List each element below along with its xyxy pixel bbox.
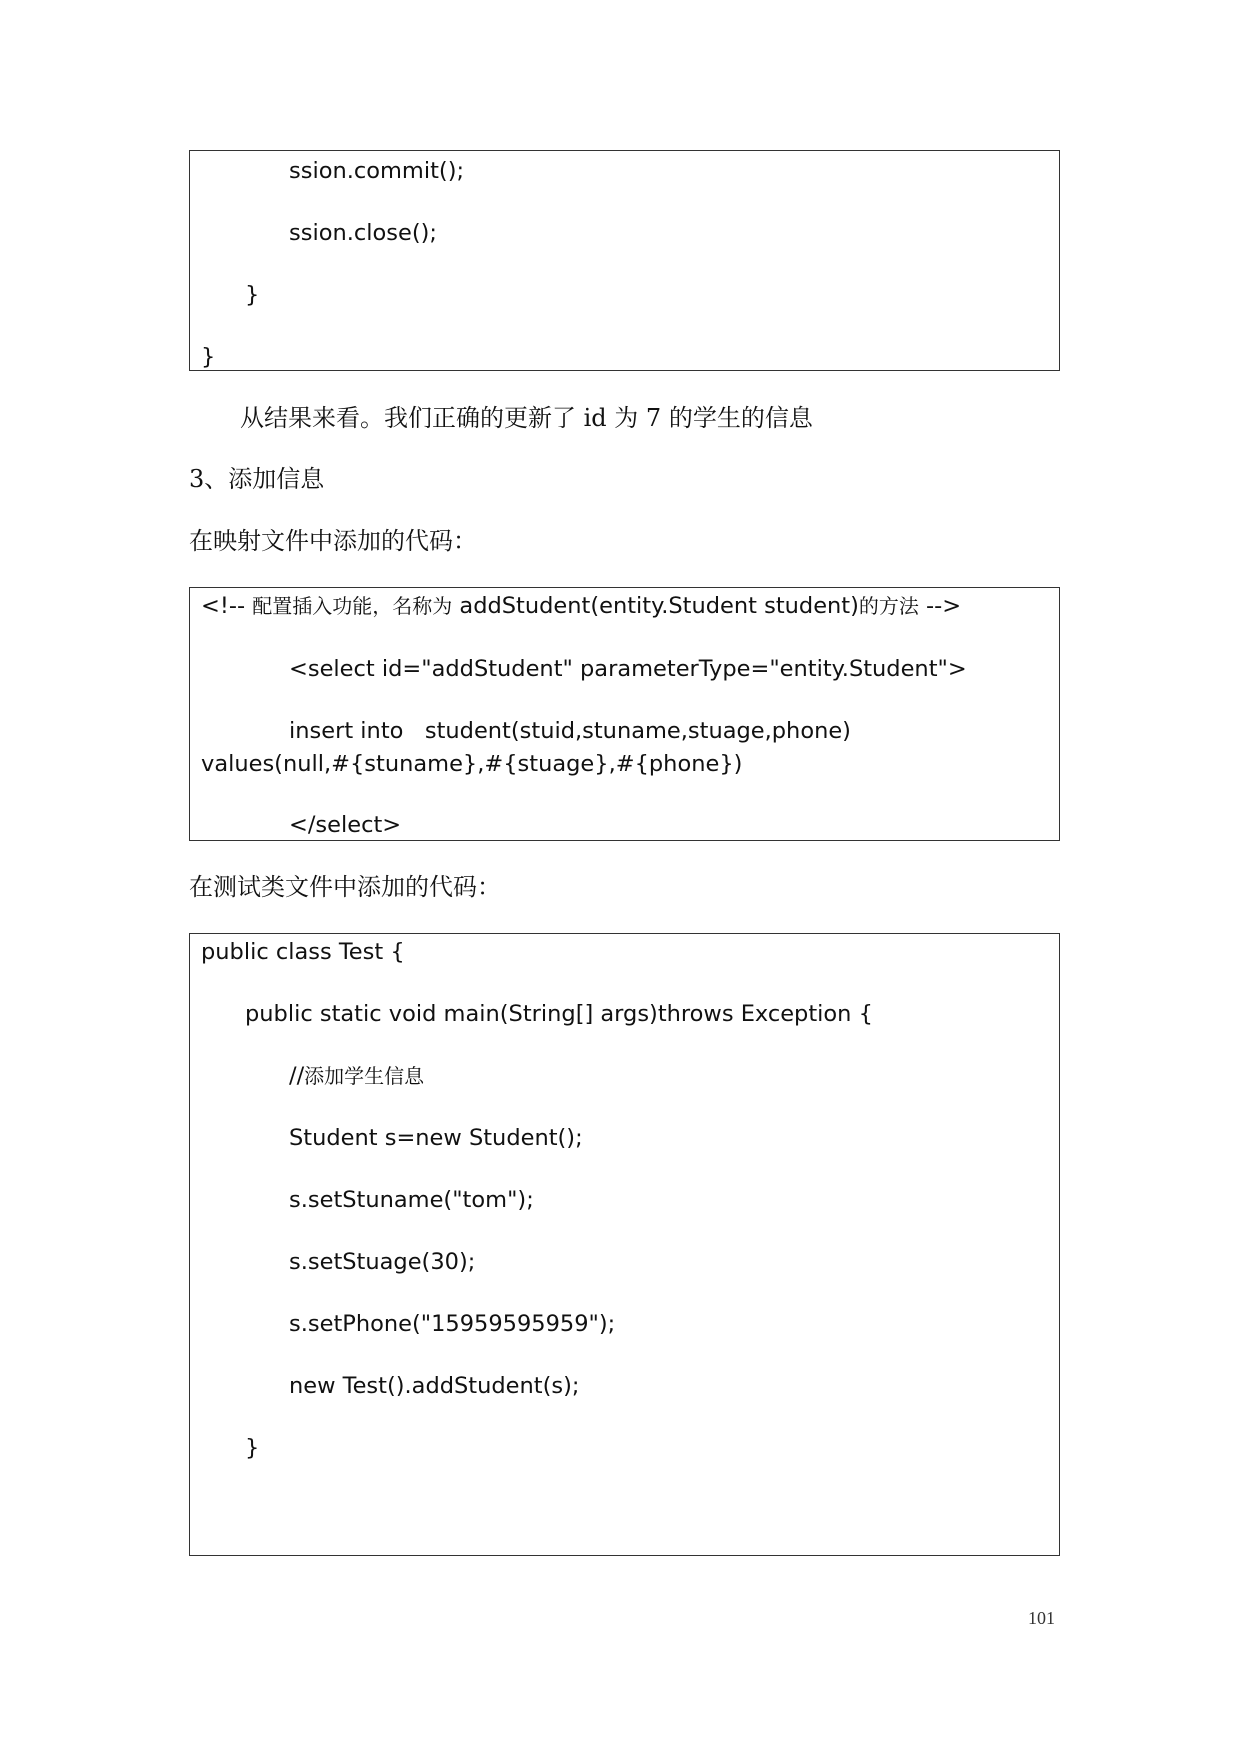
java-add-call: new Test().addStudent(s); [289,1373,580,1399]
mapping-intro: 在映射文件中添加的代码： [189,527,477,555]
xml-select-open: <select id="addStudent" parameterType="entity.Student"> [289,656,967,682]
java-set-age: s.setStuage(30); [289,1249,476,1275]
java-set-phone: s.setPhone("15959595959"); [289,1311,616,1337]
section-heading: 3、添加信息 [189,465,325,493]
result-paragraph: 从结果来看。我们正确的更新了 id 为 7 的学生的信息 [240,404,813,432]
comment-cjk: 配置插入功能，名称为 [252,594,453,618]
java-close-brace: } [245,1435,260,1461]
java-comment [289,1061,424,1091]
java-new-student: Student s=new Student(); [289,1125,583,1151]
code-block-mapper-xml [189,587,1060,841]
xml-insert-line: insert into student(stuid,stuname,stuage,phone) [289,718,851,744]
code-line-method-brace: } [245,282,260,308]
code-line-commit: ssion.commit(); [289,158,465,184]
comment-open: <!-- [201,593,253,619]
java-set-name: s.setStuname("tom"); [289,1187,534,1213]
comment-method: addStudent(entity.Student student) [452,593,859,619]
comment-close: --> [918,593,962,619]
java-class-decl: public class Test { [201,939,405,965]
comment-cjk-2: 的方法 [858,594,919,618]
code-block-test-class [189,933,1060,1556]
page-number: 101 [1028,1608,1055,1628]
code-block-session-close [189,150,1060,371]
code-line-class-brace: } [201,344,216,370]
xml-select-close: </select> [289,812,402,838]
xml-values-line: values(null,#{stuname},#{stuage},#{phone}) [201,751,743,777]
code-line-close: ssion.close(); [289,220,437,246]
xml-comment-line [201,591,961,621]
comment-slashes: // [289,1063,305,1089]
java-main-decl: public static void main(String[] args)throws Exception { [245,1001,873,1027]
comment-cjk-text: 添加学生信息 [304,1064,425,1088]
test-intro: 在测试类文件中添加的代码： [189,873,501,901]
